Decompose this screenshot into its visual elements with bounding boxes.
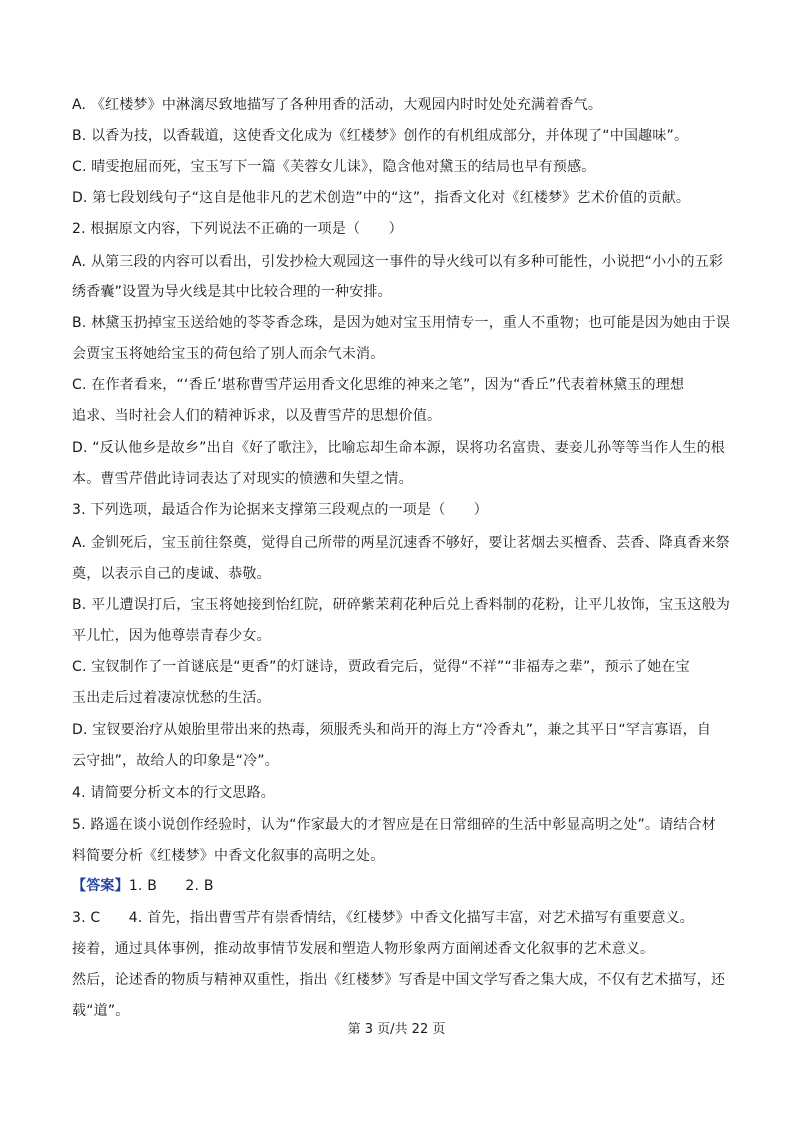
option-line: B. 平儿遭误打后，宝玉将她接到怡红院，研碎紫茉莉花种后兑上香料制的花粉，让平儿妆饰，宝玉这般为 [72, 597, 731, 613]
option-line: A. 金钏死后，宝玉前往祭奠，觉得自己所带的两星沉速香不够好，要让茗烟去买檀香、芸香、降真香来祭 [72, 535, 730, 551]
question-line: 3. 下列选项，最适合作为论据来支撑第三段观点的一项是（ ） [72, 502, 489, 518]
option-line: D. “反认他乡是故乡”出自《好了歌注》，比喻忘却生命本源，误将功名富贵、妻妾儿孙等等当作人生的根 [72, 440, 725, 456]
answer-line: 接着，通过具体事例，推动故事情节发展和塑造人物形象两方面阐述香文化叙事的艺术意义。 [72, 941, 655, 957]
option-line: C. 晴雯抱屈而死，宝玉写下一篇《芙蓉女儿诔》，隐含他对黛玉的结局也早有预感。 [72, 159, 596, 175]
option-line: 追求、当时社会人们的精神诉求，以及曹雪芹的思想价值。 [72, 408, 442, 424]
option-line: B. 林黛玉扔掉宝玉送给她的苓苓香念珠，是因为她对宝玉用情专一，重人不重物；也可能是因为她由于误 [72, 315, 731, 331]
question-line: 料简要分析《红楼梦》中香文化叙事的高明之处。 [72, 848, 385, 864]
option-line: C. 宝钗制作了一首谜底是“更香”的灯谜诗，贾政看完后，觉得“不祥”“非福寿之辈”，预示了她在宝 [72, 659, 690, 675]
option-line: C. 在作者看来，“‘香丘’堪称曹雪芹运用香文化思维的神来之笔”，因为“香丘”代表着林黛玉的理想 [72, 377, 685, 393]
option-line: 平儿忙，因为他尊崇青春少女。 [72, 628, 271, 644]
option-line: B. 以香为技，以香载道，这使香文化成为《红楼梦》创作的有机组成部分，并体现了“中国趣味”。 [72, 128, 689, 144]
option-line: 玉出走后过着凄凉忧愁的生活。 [72, 690, 271, 706]
option-line: D. 宝钗要治疗从娘胎里带出来的热毒，须服秃头和尚开的海上方“冷香丸”，兼之其平日“罕言寡语，自 [72, 722, 712, 738]
option-line: A. 《红楼梦》中淋漓尽致地描写了各种用香的活动，大观园内时时处处充满着香气。 [72, 97, 603, 113]
option-line: D. 第七段划线句子“这自是他非凡的艺术创造”中的“这”，指香文化对《红楼梦》艺术价值的贡献。 [72, 190, 691, 206]
answer-mark: 【答案】 [72, 878, 129, 894]
question-line: 4. 请简要分析文本的行文思路。 [72, 785, 276, 801]
question-line: 2. 根据原文内容，下列说法不正确的一项是（ ） [72, 221, 403, 237]
option-line: 绣香囊”设置为导火线是其中比较合理的一种安排。 [72, 284, 392, 300]
option-line: 奠，以表示自己的虔诚、恭敬。 [72, 566, 271, 582]
page-footer: 第 3 页/共 22 页 [347, 1022, 446, 1037]
question-line: 5. 路遥在谈小说创作经验时，认为“作家最大的才智应是在日常细碎的生活中彰显高明之处”。请结合材 [72, 817, 716, 833]
option-line: A. 从第三段的内容可以看出，引发抄检大观园这一事件的导火线可以有多种可能性，小说把“小小的五彩 [72, 254, 724, 270]
option-line: 云守拙”，故给人的印象是“冷”。 [72, 753, 279, 769]
option-line: 会贾宝玉将她给宝玉的荷包给了别人而余气未消。 [72, 346, 385, 362]
answer-line: 然后，论述香的物质与精神双重性，指出《红楼梦》写香是中国文学写香之集大成，不仅有艺术描写，还 [72, 972, 726, 988]
answer-text: 1. B 2. B [128, 878, 214, 894]
option-line: 本。曹雪芹借此诗词表达了对现实的愤懑和失望之情。 [72, 471, 413, 487]
answer-line [72, 876, 732, 896]
answer-line: 载“道”。 [72, 1003, 130, 1019]
answer-line: 3. C 4. 首先，指出曹雪芹有崇香情结，《红楼梦》中香文化描写丰富，对艺术描写有重要意义。 [72, 910, 694, 926]
